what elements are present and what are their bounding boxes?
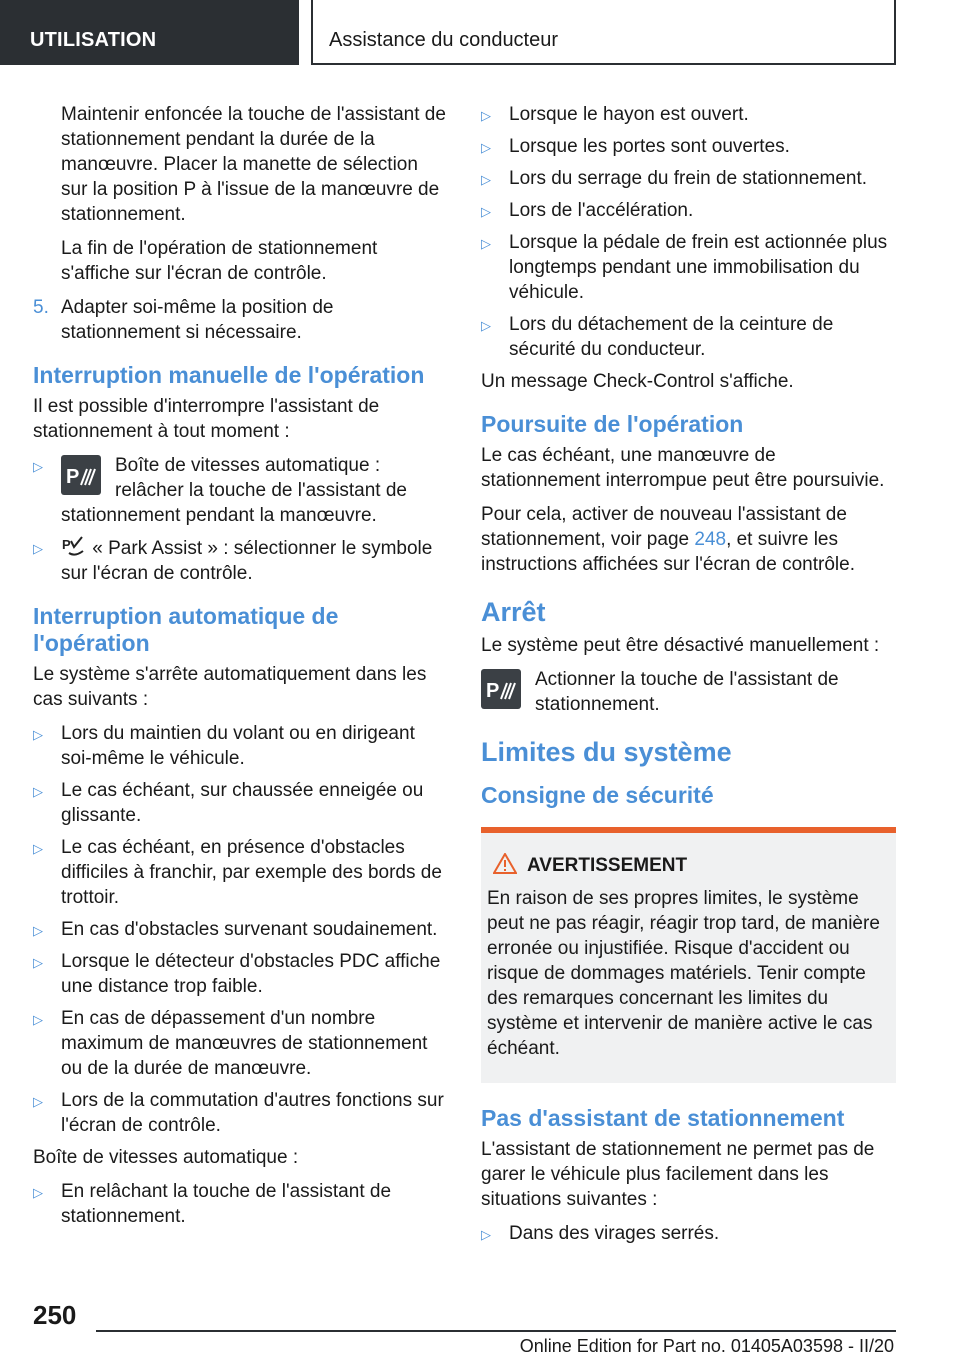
triangle-bullet-icon: ▷	[481, 140, 491, 155]
page-number: 250	[33, 1300, 77, 1330]
park-assist-symbol-icon	[61, 535, 87, 557]
auto-gear-label: Boîte de vitesses automatique :	[33, 1147, 299, 1168]
triangle-bullet-icon: ▷	[33, 1012, 43, 1027]
no-assistant-intro: L'assistant de stationnement ne permet pas de garer le véhicule plus facilement dans les situations suivantes :	[481, 1139, 875, 1210]
heading-continue-operation: Poursuite de l'opération	[481, 411, 744, 437]
warning-triangle-icon	[493, 853, 517, 874]
list-item	[33, 1088, 447, 1138]
step-number: 5.	[33, 297, 49, 318]
list-item	[33, 721, 447, 771]
triangle-bullet-icon: ▷	[33, 784, 43, 799]
step-5	[33, 295, 447, 345]
manual-list	[33, 453, 447, 586]
triangle-bullet-icon: ▷	[33, 541, 43, 556]
heading-no-assistant: Pas d'assistant de stationnement	[481, 1105, 845, 1131]
triangle-bullet-icon: ▷	[481, 172, 491, 187]
continue-text-a: Pour cela, activer de nouveau l'assistant de stationnement, voir page	[481, 504, 847, 550]
continue-paragraph-1: Le cas échéant, une manœuvre de stationnement interrompue peut être poursuivie.	[481, 445, 885, 491]
stop-intro: Le système peut être désactivé manuellement :	[481, 635, 880, 656]
stop-action-text: Actionner la touche de l'assistant de stationnement.	[535, 669, 839, 715]
list-item-text: En cas d'obstacles survenant soudainement.	[61, 919, 438, 940]
triangle-bullet-icon: ▷	[33, 727, 43, 742]
header-section-tab	[0, 0, 299, 65]
triangle-bullet-icon: ▷	[481, 236, 491, 251]
list-item	[33, 535, 447, 586]
auto-gear-list	[33, 1179, 447, 1229]
right-column	[481, 102, 896, 1253]
list-item	[481, 230, 896, 305]
heading-system-limits: Limites du système	[481, 737, 732, 767]
list-item	[481, 198, 896, 223]
left-column	[33, 102, 447, 1236]
list-item-text: Lors de l'accélération.	[509, 200, 694, 221]
list-item-text: Le cas échéant, sur chaussée enneigée ou glissante.	[61, 780, 424, 826]
list-item-text: Boîte de vitesses automatique : relâcher la touche de l'assistant de stationnement pendant la manœuvre.	[61, 455, 407, 526]
triangle-bullet-icon: ▷	[481, 204, 491, 219]
triangle-bullet-icon: ▷	[33, 1185, 43, 1200]
list-item-text: Dans des virages serrés.	[509, 1223, 720, 1244]
stop-action	[481, 667, 896, 717]
list-item-text: Lorsque la pédale de frein est actionnée plus longtemps pendant une immobilisation du véhicule.	[509, 232, 888, 303]
warning-title-text: AVERTISSEMENT	[527, 855, 688, 876]
list-item	[33, 949, 447, 999]
step-text: Adapter soi-même la position de stationnement si nécessaire.	[61, 297, 334, 343]
svg-text:P: P	[62, 537, 71, 552]
auto-list-continued	[481, 102, 896, 362]
triangle-bullet-icon: ▷	[481, 1227, 491, 1242]
heading-automatic-interruption: Interruption automatique de l'opération	[33, 603, 339, 656]
header-chapter-tab	[311, 0, 896, 65]
auto-intro: Le système s'arrête automatiquement dans les cas suivants :	[33, 664, 427, 710]
intro-paragraph-2: La fin de l'opération de stationnement s'affiche sur l'écran de contrôle.	[61, 238, 378, 284]
parking-button-icon	[481, 669, 521, 709]
intro-paragraph-1: Maintenir enfoncée la touche de l'assistant de stationnement pendant la durée de la manœuvre. Placer la manette de sélection sur la position P à l'issue de la manœuvre de stationnement.	[61, 104, 446, 225]
continue-text-b: , et suivre les instructions affichées sur l'écran de contrôle.	[481, 529, 855, 575]
list-item	[33, 835, 447, 910]
list-item-text: Lorsque le détecteur d'obstacles PDC affiche une distance trop faible.	[61, 951, 441, 997]
list-item	[33, 453, 447, 528]
list-item	[33, 917, 447, 942]
list-item-text: En cas de dépassement d'un nombre maximum de manœuvres de stationnement ou de la durée de manœuvre.	[61, 1008, 428, 1079]
footer-divider	[96, 1330, 896, 1332]
svg-text:P: P	[66, 466, 80, 488]
list-item-text: Lors du détachement de la ceinture de sécurité du conducteur.	[509, 314, 834, 360]
list-item-text: « Park Assist » : sélectionner le symbole sur l'écran de contrôle.	[61, 538, 433, 584]
triangle-bullet-icon: ▷	[33, 1094, 43, 1109]
list-item-text: Lors de la commutation d'autres fonctions sur l'écran de contrôle.	[61, 1090, 444, 1136]
list-item	[33, 1179, 447, 1229]
list-item	[481, 134, 896, 159]
list-item	[33, 1006, 447, 1081]
page-link[interactable]: 248	[694, 529, 727, 550]
triangle-bullet-icon: ▷	[481, 318, 491, 333]
list-item-text: Lors du maintien du volant ou en dirigeant soi-même le véhicule.	[61, 723, 415, 769]
triangle-bullet-icon: ▷	[33, 459, 43, 474]
triangle-bullet-icon: ▷	[33, 923, 43, 938]
manual-intro: Il est possible d'interrompre l'assistant de stationnement à tout moment :	[33, 396, 380, 442]
list-item	[481, 166, 896, 191]
list-item	[481, 312, 896, 362]
list-item	[33, 778, 447, 828]
list-item-text: Lors du serrage du frein de stationnement.	[509, 168, 868, 189]
triangle-bullet-icon: ▷	[481, 108, 491, 123]
heading-manual-interruption: Interruption manuelle de l'opération	[33, 362, 425, 388]
triangle-bullet-icon: ▷	[33, 841, 43, 856]
warning-title	[487, 853, 888, 878]
list-item-text: En relâchant la touche de l'assistant de stationnement.	[61, 1181, 392, 1227]
heading-safety-note: Consigne de sécurité	[481, 782, 714, 808]
triangle-bullet-icon: ▷	[33, 955, 43, 970]
auto-list	[33, 721, 447, 1138]
section-title: UTILISATION	[30, 29, 157, 51]
list-item	[481, 1221, 896, 1246]
no-assistant-list	[481, 1221, 896, 1246]
heading-stop: Arrêt	[481, 597, 546, 627]
warning-text: En raison de ses propres limites, le système peut ne pas réagir, réagir trop tard, de manière erronée ou injustifiée. Risque d'accident ou risque de dommages matériels. Tenir compte des remarques concernant les limites du système et intervenir de manière active le cas échéant.	[487, 888, 880, 1059]
list-item-text: Lorsque le hayon est ouvert.	[509, 104, 749, 125]
parking-button-icon	[61, 455, 101, 495]
check-control-message: Un message Check-Control s'affiche.	[481, 371, 794, 392]
list-item-text: Le cas échéant, en présence d'obstacles difficiles à franchir, par exemple des bords de trottoir.	[61, 837, 442, 908]
list-item	[481, 102, 896, 127]
continue-paragraph-2	[481, 502, 896, 577]
svg-text:P: P	[486, 680, 500, 702]
chapter-title: Assistance du conducteur	[329, 29, 559, 51]
footer-edition: Online Edition for Part no. 01405A03598 - II/20	[519, 1336, 894, 1356]
warning-box	[481, 827, 896, 1083]
list-item-text: Lorsque les portes sont ouvertes.	[509, 136, 790, 157]
